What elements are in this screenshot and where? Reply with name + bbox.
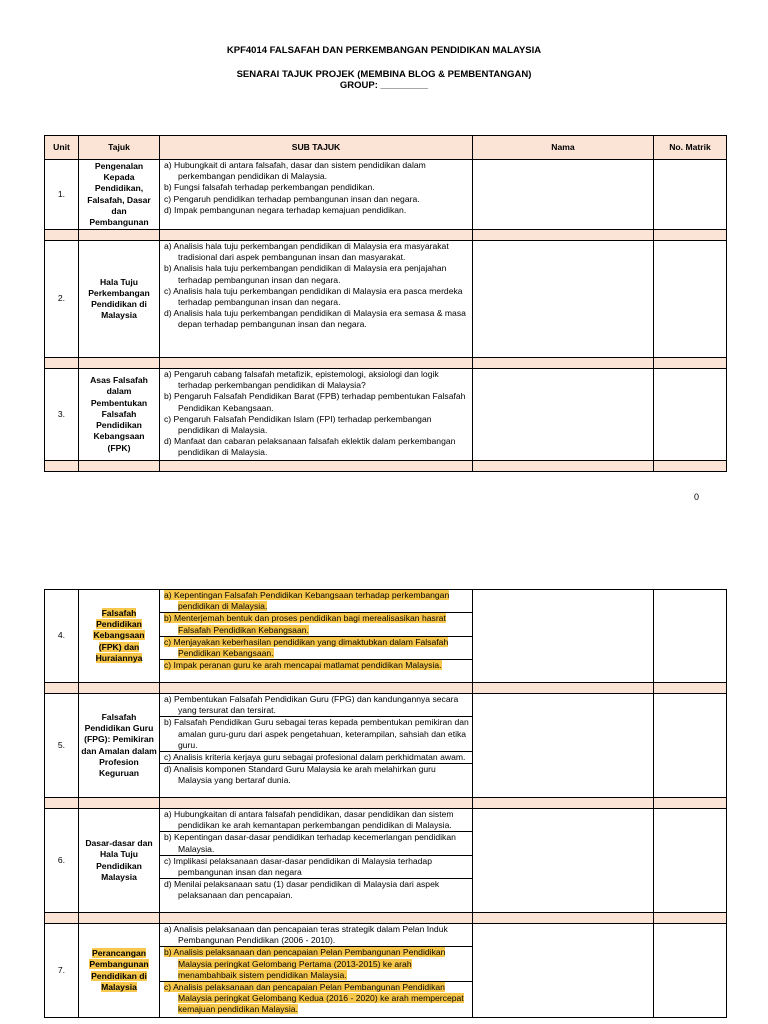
- unit-number: 3.: [45, 369, 79, 461]
- topic-title: Asas Falsafah dalam Pembentukan Falsafah Pendidikan Kebangsaan (FPK): [79, 369, 160, 461]
- subtopic-item: a) Analisis pelaksanaan dan pencapaian teras strategik dalam Pelan Induk Pembangunan Pendidikan (2006 - 2010).: [160, 924, 472, 947]
- unit-number: 4.: [45, 590, 79, 683]
- subtopic-list: [160, 241, 473, 358]
- project-list-title: SENARAI TAJUK PROJEK (MEMBINA BLOG & PEMBENTANGAN): [236, 69, 532, 80]
- nama-cell[interactable]: [473, 809, 654, 913]
- subtopic-item: [160, 947, 472, 982]
- table-header-row: [45, 136, 727, 160]
- unit-number: 2.: [45, 241, 79, 358]
- subtopic-list: [160, 369, 473, 461]
- subtopic-list: [160, 809, 473, 913]
- group-separator-row: [45, 798, 727, 809]
- highlighted-topic-title: Falsafah Pendidikan Kebangsaan (FPK) dan Huraiannya: [93, 607, 145, 663]
- subtopic-item: d) Impak pembangunan negara terhadap kemajuan pendidikan.: [164, 204, 407, 215]
- subtopic-list: [160, 590, 473, 683]
- subtopic-item: [160, 637, 472, 660]
- subtopic-item: a) Hubungkait di antara falsafah, dasar dan sistem pendidikan dalam perkembangan pendidikan di Malaysia.: [164, 160, 426, 182]
- highlighted-text: b) Menterjemah bentuk dan proses pendidikan bagi merealisasikan hasrat Falsafah Pendidikan Kebangsaan.: [164, 613, 446, 635]
- table-row-unit-3: [45, 369, 727, 461]
- subtopic-item: [160, 613, 472, 636]
- subtopic-item: d) Analisis komponen Standard Guru Malaysia ke arah melahirkan guru Malaysia yang bertaraf dunia.: [164, 764, 436, 786]
- topic-title: [79, 590, 160, 683]
- group-separator-row: [45, 230, 727, 241]
- nama-cell[interactable]: [473, 160, 654, 230]
- group-separator-row: [45, 913, 727, 924]
- no-matrik-cell[interactable]: [654, 924, 727, 1018]
- subtopic-item: c) Analisis kriteria kerjaya guru sebagai profesional dalam perkhidmatan awam.: [160, 752, 472, 764]
- subtopic-item: d) Menilai pelaksanaan satu (1) dasar pendidikan di Malaysia dari aspek pelaksanaan dan pencapaian.: [164, 879, 440, 901]
- unit-number: 6.: [45, 809, 79, 913]
- no-matrik-cell[interactable]: [654, 241, 727, 358]
- highlighted-text: c) Impak peranan guru ke arah mencapai matlamat pendidikan Malaysia.: [164, 660, 442, 671]
- group-separator-row: [45, 358, 727, 369]
- column-header-nama: Nama: [473, 136, 654, 160]
- subtopic-list: [160, 160, 473, 230]
- highlighted-text: c) Analisis pelaksanaan dan pencapaian Pelan Pembangunan Pendidikan Malaysia peringkat Gelombang Kedua (2016 - 2020) ke arah mempercepat kemajuan pendidikan Malaysia.: [164, 982, 464, 1015]
- topic-title: Hala Tuju Perkembangan Pendidikan di Malaysia: [79, 241, 160, 358]
- subtopic-list: [160, 694, 473, 798]
- topic-title: [79, 924, 160, 1018]
- column-header-sub-tajuk: SUB TAJUK: [160, 136, 473, 160]
- table-row-unit-1: [45, 160, 727, 230]
- table-row-unit-7: [45, 924, 727, 1018]
- nama-cell[interactable]: [473, 924, 654, 1018]
- highlighted-text: a) Kepentingan Falsafah Pendidikan Kebangsaan terhadap perkembangan pendidikan di Malaysia.: [164, 590, 450, 612]
- nama-cell[interactable]: [473, 369, 654, 461]
- unit-number: 7.: [45, 924, 79, 1018]
- topic-title: Pengenalan Kepada Pendidikan, Falsafah, Dasar dan Pembangunan: [79, 160, 160, 230]
- table-row-unit-4: [45, 590, 727, 683]
- unit-number: 1.: [45, 160, 79, 230]
- nama-cell[interactable]: [473, 590, 654, 683]
- table-row-unit-2: [45, 241, 727, 358]
- subtopic-item: b) Pengaruh Falsafah Pendidikan Barat (FPB) terhadap pembentukan Falsafah Pendidikan Kebangsaan.: [164, 391, 466, 413]
- no-matrik-cell[interactable]: [654, 590, 727, 683]
- subtopic-item: a) Hubungkaitan di antara falsafah pendidikan, dasar pendidikan dan sistem pendidikan ke arah kemantapan perkembangan pendidikan di Malaysia.: [160, 809, 472, 832]
- no-matrik-cell[interactable]: [654, 160, 727, 230]
- topic-title: Dasar-dasar dan Hala Tuju Pendidikan Malaysia: [79, 809, 160, 913]
- course-title: KPF4014 FALSAFAH DAN PERKEMBANGAN PENDIDIKAN MALAYSIA: [226, 45, 542, 56]
- subtopic-item: [160, 660, 472, 671]
- subtopic-item: a) Pengaruh cabang falsafah metafizik, epistemologi, aksiologi dan logik terhadap perkembangan pendidikan di Malaysia?: [164, 369, 439, 391]
- nama-cell[interactable]: [473, 694, 654, 798]
- subtopic-item: b) Analisis hala tuju perkembangan pendidikan di Malaysia era penjajahan terhadap pembangunan insan dan negara.: [164, 263, 447, 285]
- subtopic-item: c) Pengaruh pendidikan terhadap pembangunan insan dan negara.: [164, 193, 420, 204]
- table-row-unit-6: [45, 809, 727, 913]
- subtopic-item: b) Kepentingan dasar-dasar pendidikan terhadap kecemerlangan pendidikan Malaysia.: [160, 832, 472, 855]
- subtopic-item: a) Pembentukan Falsafah Pendidikan Guru (FPG) dan kandungannya secara yang tersurat dan tersirat.: [160, 694, 472, 717]
- group-line: GROUP: _________: [339, 80, 429, 91]
- group-separator-row: [45, 683, 727, 694]
- no-matrik-cell[interactable]: [654, 369, 727, 461]
- subtopic-item: d) Analisis hala tuju perkembangan pendidikan di Malaysia era semasa & masa depan terhadap pembangunan insan dan negara.: [164, 308, 466, 330]
- subtopic-item: d) Manfaat dan cabaran pelaksanaan falsafah eklektik dalam perkembangan pendidikan di Malaysia.: [164, 436, 456, 458]
- subtopic-item: b) Falsafah Pendidikan Guru sebagai teras kepada pembentukan pemikiran dan amalan guru-guru dari aspek pengetahuan, keterampilan, sahsiah dan etika guru.: [160, 717, 472, 752]
- column-header-unit: Unit: [45, 136, 79, 160]
- group-separator-row: [45, 461, 727, 472]
- unit-number: 5.: [45, 694, 79, 798]
- column-header-no-matrik: No. Matrik: [654, 136, 727, 160]
- highlighted-text: c) Menjayakan keberhasilan pendidikan yang dimaktubkan dalam Falsafah Pendidikan Kebangsaan.: [164, 636, 449, 659]
- subtopic-list: [160, 924, 473, 1018]
- page-number: 0: [694, 492, 700, 502]
- table-row-unit-5: [45, 694, 727, 798]
- nama-cell[interactable]: [473, 241, 654, 358]
- highlighted-text: b) Analisis pelaksanaan dan pencapaian Pelan Pembangunan Pendidikan Malaysia peringkat Gelombang Pertama (2013-2015) ke arah menambahbaik sistem pendidikan Malaysia.: [164, 947, 446, 980]
- no-matrik-cell[interactable]: [654, 809, 727, 913]
- topic-title: Falsafah Pendidikan Guru (FPG): Pemikiran dan Amalan dalam Profesion Keguruan: [79, 694, 160, 798]
- no-matrik-cell[interactable]: [654, 694, 727, 798]
- subtopic-item: c) Implikasi pelaksanaan dasar-dasar pendidikan di Malaysia terhadap pembangunan insan dan negara: [160, 856, 472, 879]
- subtopic-item: [160, 982, 472, 1016]
- subtopic-item: b) Fungsi falsafah terhadap perkembangan pendidikan.: [164, 182, 375, 193]
- highlighted-topic-title: Perancangan Pembangunan Pendidikan di Malaysia: [89, 948, 149, 992]
- subtopic-item: c) Analisis hala tuju perkembangan pendidikan di Malaysia era pasca merdeka terhadap pembangunan insan dan negara.: [164, 285, 463, 308]
- project-table-part-1: [44, 135, 727, 472]
- subtopic-item: a) Analisis hala tuju perkembangan pendidikan di Malaysia era masyarakat tradisional dari aspek pembangunan insan dan masyarakat.: [164, 241, 449, 263]
- subtopic-item: [160, 590, 472, 613]
- project-table-part-2: [44, 589, 727, 1018]
- column-header-tajuk: Tajuk: [79, 136, 160, 160]
- subtopic-item: c) Pengaruh Falsafah Pendidikan Islam (FPI) terhadap perkembangan pendidikan di Malaysia.: [164, 413, 432, 436]
